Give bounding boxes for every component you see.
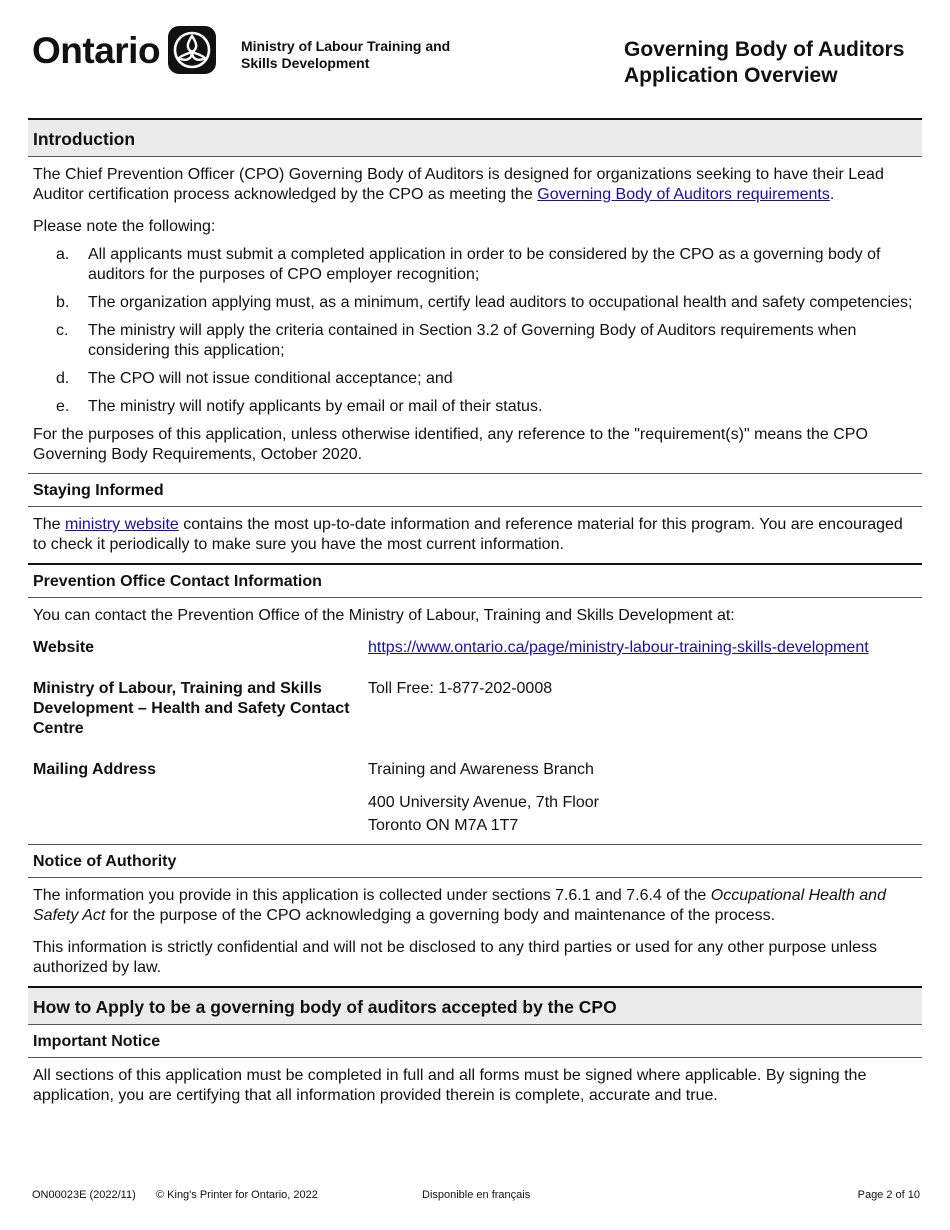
- authority-paragraph-1: The information you provide in this application is collected under sections 7.6.1 and 7.6.4 of the Occupational Health and Safety Act for the purpose of the CPO acknowledging a governing body and maintenance of the process.: [33, 887, 886, 924]
- ministry-website-link[interactable]: ministry website: [65, 516, 179, 533]
- staying-informed-paragraph: The ministry website contains the most up-to-date information and reference material for this program. You are encouraged to check it periodically to make sure you have the most current information.: [33, 516, 903, 553]
- page-number: Page 2 of 10: [857, 1189, 920, 1201]
- contact-row-website: [28, 638, 922, 658]
- introduction-paragraph: The Chief Prevention Officer (CPO) Governing Body of Auditors is designed for organizations seeking to have their Lead Auditor certification process acknowledged by the CPO as meeting the Governing Body of Auditors requirements.: [33, 166, 884, 203]
- contact-row-centre: [28, 679, 922, 739]
- requirements-list: [28, 245, 922, 417]
- section-heading-contact: Prevention Office Contact Information: [28, 563, 922, 598]
- website-label: Website: [33, 639, 95, 656]
- list-item: [33, 369, 917, 389]
- list-item-text: All applicants must submit a completed application in order to be considered by the CPO as a governing body of auditors for the purposes of CPO employer recognition;: [88, 246, 881, 283]
- list-item: [33, 293, 917, 313]
- section-heading-introduction: Introduction: [28, 120, 922, 157]
- section-heading-important-notice: Important Notice: [28, 1025, 922, 1058]
- copyright: © King's Printer for Ontario, 2022: [156, 1189, 318, 1201]
- list-item: [33, 245, 917, 285]
- list-marker: b.: [56, 294, 70, 311]
- document-page: [28, 0, 922, 1106]
- governing-body-requirements-link[interactable]: Governing Body of Auditors requirements: [537, 186, 830, 203]
- french-availability: Disponible en français: [422, 1189, 531, 1201]
- logo-wordmark: Ontario: [32, 29, 161, 71]
- note-intro: Please note the following:: [33, 218, 216, 235]
- list-marker: c.: [56, 322, 69, 339]
- section-heading-staying-informed: Staying Informed: [28, 473, 922, 507]
- contact-centre-label: Ministry of Labour, Training and Skills Development – Health and Safety Contact Centre: [33, 680, 350, 737]
- form-title: Governing Body of Auditors Application Overview: [624, 38, 905, 87]
- list-item-text: The ministry will apply the criteria contained in Section 3.2 of Governing Body of Auditors requirements when considering this application;: [88, 322, 857, 359]
- section-heading-authority: Notice of Authority: [28, 844, 922, 878]
- trillium-icon: [168, 26, 216, 74]
- section-heading-how-to-apply: How to Apply to be a governing body of auditors accepted by the CPO: [28, 986, 922, 1025]
- ontario-logo: [32, 26, 216, 74]
- list-item-text: The CPO will not issue conditional acceptance; and: [88, 370, 453, 387]
- list-marker: a.: [56, 246, 70, 263]
- list-marker: e.: [56, 398, 70, 415]
- website-url-link[interactable]: https://www.ontario.ca/page/ministry-labour-training-skills-development: [368, 639, 869, 656]
- list-item-text: The ministry will notify applicants by email or mail of their status.: [88, 398, 543, 415]
- mailing-address: Training and Awareness Branch 400 University Avenue, 7th Floor Toronto ON M7A 1T7: [368, 761, 599, 834]
- mailing-address-label: Mailing Address: [33, 761, 156, 778]
- page-header: [28, 0, 922, 120]
- toll-free-number: Toll Free: 1-877-202-0008: [368, 680, 553, 697]
- list-marker: d.: [56, 370, 70, 387]
- introduction-closing: For the purposes of this application, unless otherwise identified, any reference to the "requirement(s)" means the CPO Governing Body Requirements, October 2020.: [33, 426, 868, 463]
- list-item: [33, 397, 917, 417]
- list-item: [33, 321, 917, 361]
- list-item-text: The organization applying must, as a minimum, certify lead auditors to occupational health and safety competencies;: [88, 294, 913, 311]
- authority-paragraph-2: This information is strictly confidential and will not be disclosed to any third parties or used for any other purpose unless authorized by law.: [33, 939, 877, 976]
- form-number: ON00023E (2022/11): [32, 1189, 136, 1201]
- important-notice-text: All sections of this application must be completed in full and all forms must be signed where applicable. By signing the application, you are certifying that all information provided therein is complete, accurate and true.: [33, 1067, 867, 1104]
- ministry-name: Ministry of Labour Training and Skills Development: [241, 38, 451, 71]
- contact-intro: You can contact the Prevention Office of the Ministry of Labour, Training and Skills Development at:: [33, 607, 735, 624]
- contact-row-mailing: [28, 760, 922, 837]
